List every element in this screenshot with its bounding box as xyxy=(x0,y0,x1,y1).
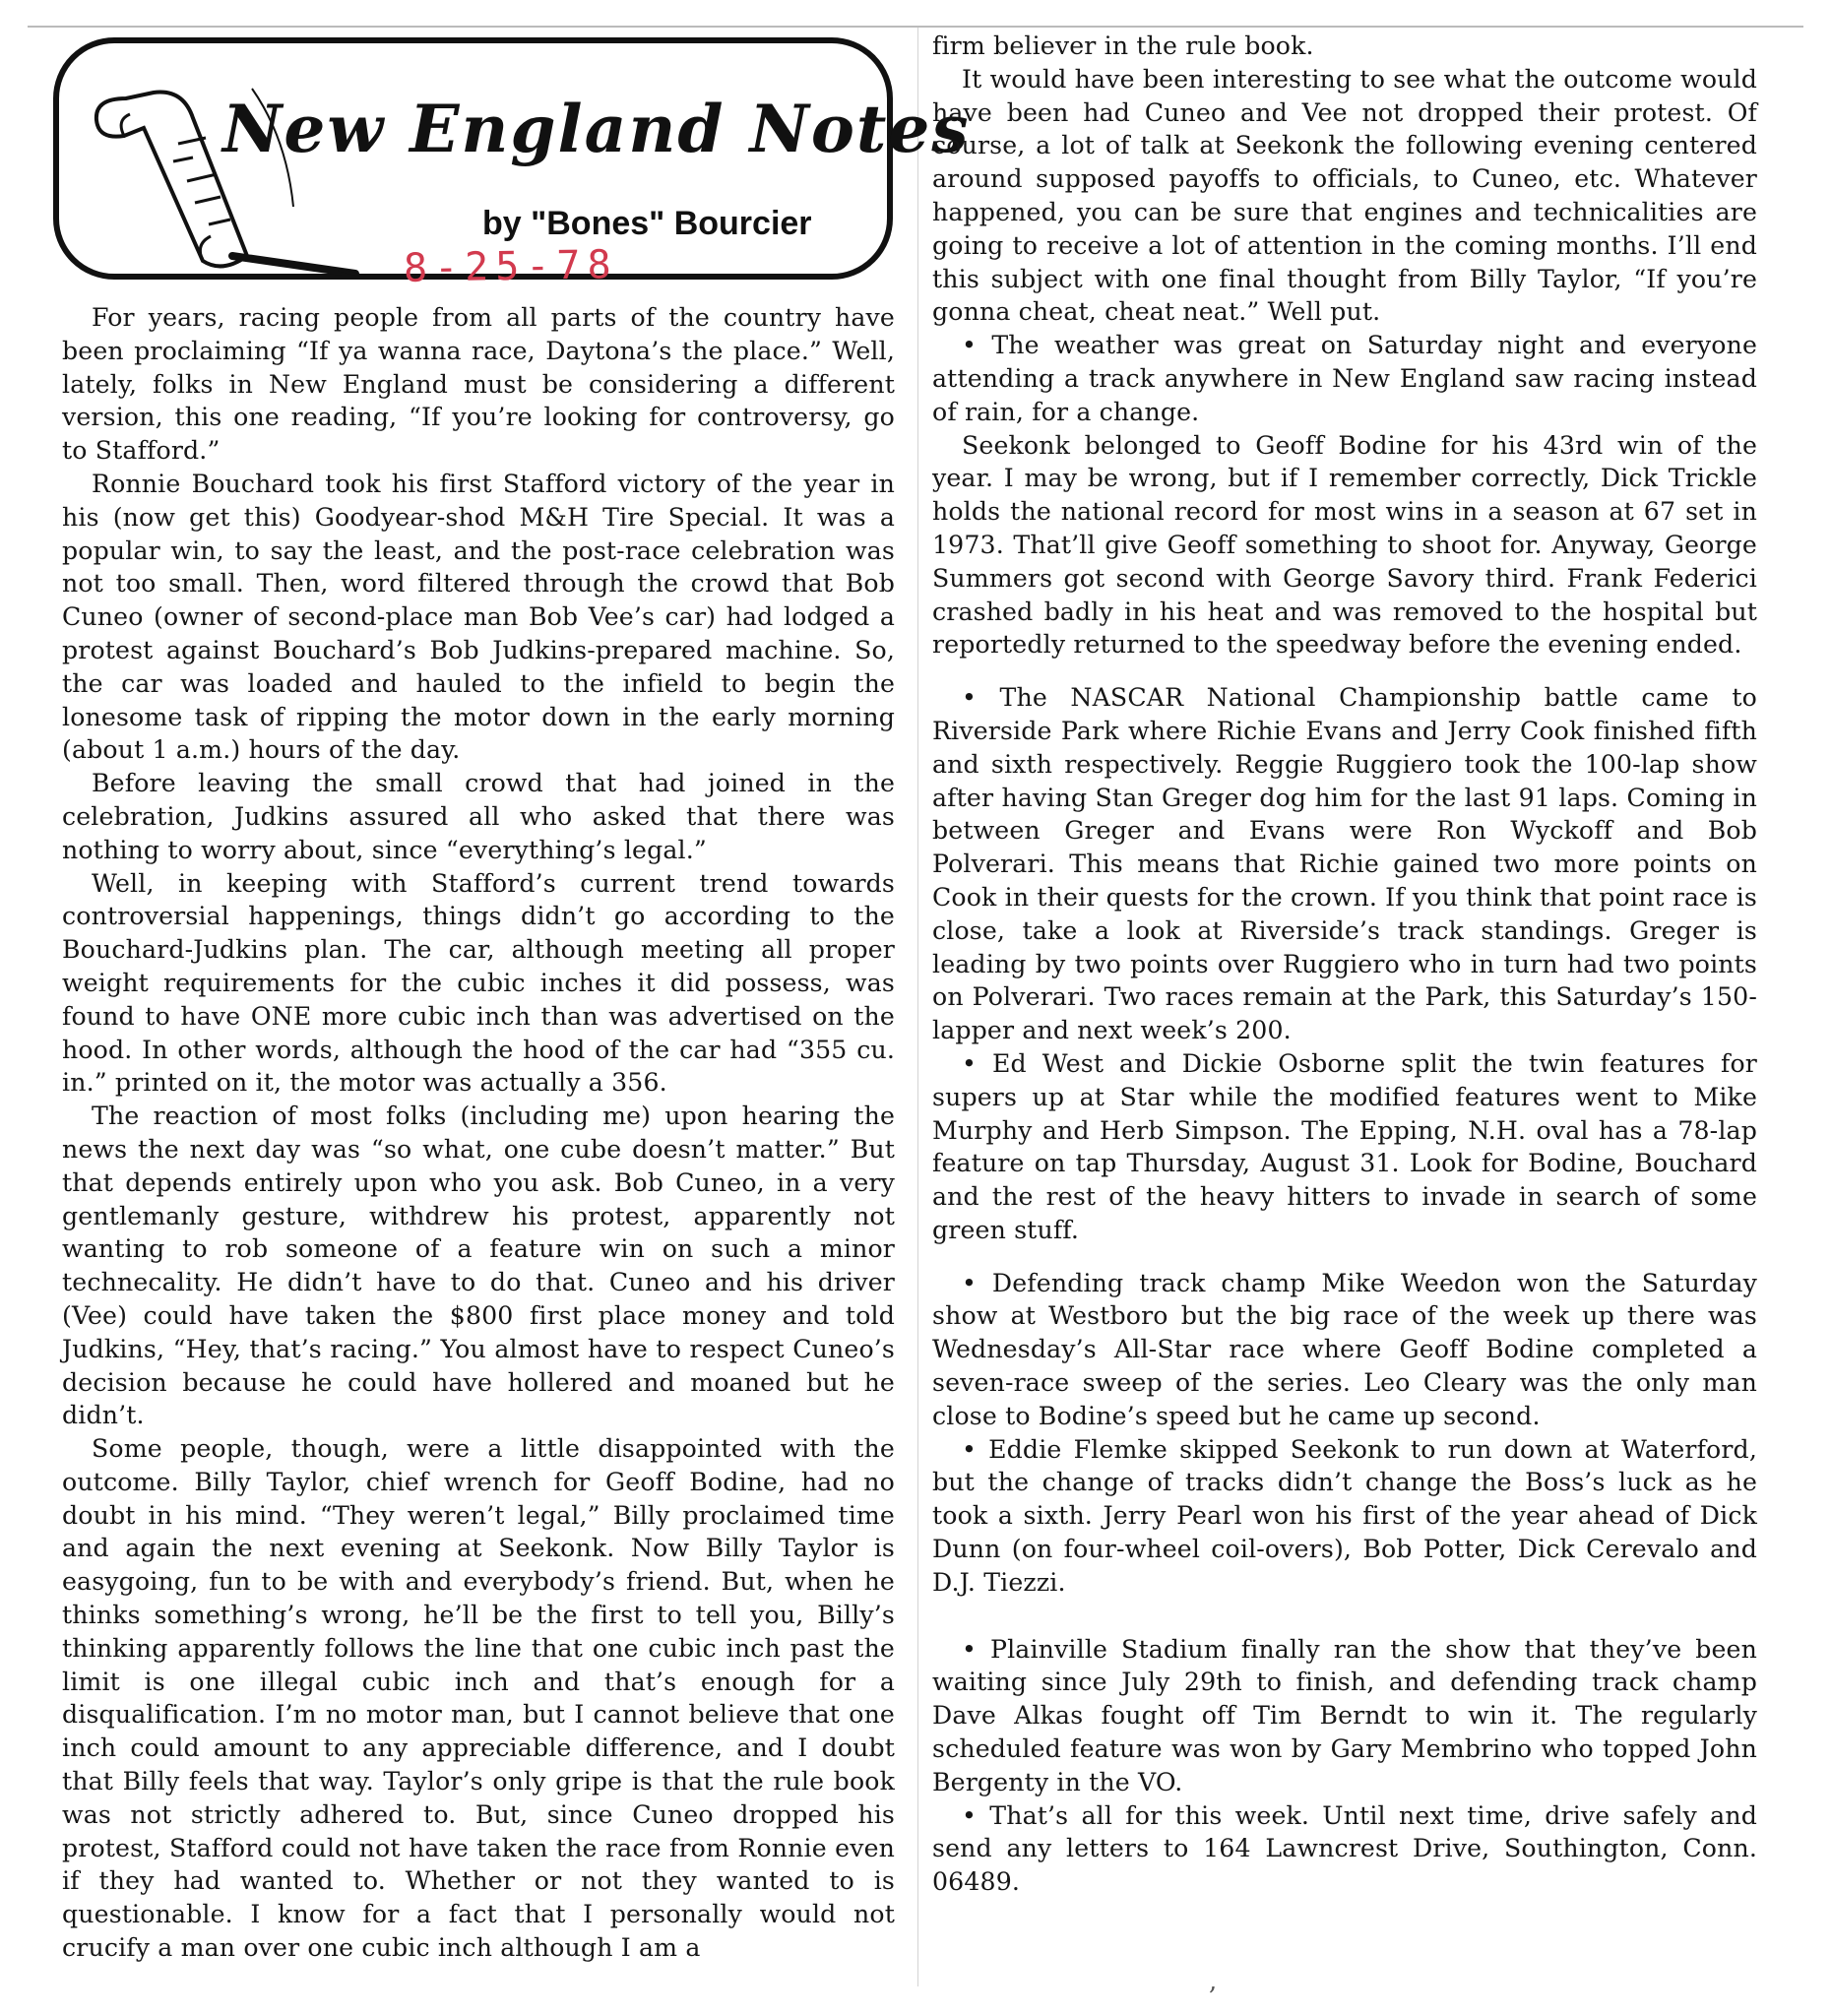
top-rule xyxy=(28,26,1803,28)
paragraph: It would have been interesting to see what the outcome would have been had Cuneo and Vee not dropped their protest. Of course, a lot of talk at Seekonk the following evening centered around supposed payoffs to officials, to Cuneo, etc. Whatever happened, you can be sure that engines and technicalities are going to receive a lot of attention in the coming months. I’ll end this subject with one final thought from Billy Taylor, “If you’re gonna cheat, cheat neat.” Well put. xyxy=(932,64,1757,327)
paragraph: • The weather was great on Saturday night and everyone attending a track anywhere in New England saw racing instead of rain, for a change. xyxy=(932,331,1757,426)
paragraph: The reaction of most folks (including me) upon hearing the news the next day was “so what, one cube doesn’t matter.” But that depends entirely upon who you ask. Bob Cuneo, in a very gentlemanly gesture, withdrew his protest, apparently not wanting to rob someone of a feature win on such a minor technecality. He didn’t have to do that. Cuneo and his driver (Vee) could have taken the $800 first place money and told Judkins, “Hey, that’s racing.” You almost have to respect Cuneo’s decision because he could have hollered and moaned but he didn’t. xyxy=(62,1102,895,1430)
paragraph: Ronnie Bouchard took his first Stafford victory of the year in his (now get this) Goodyear-shod M&H Tire Special. It was a popular win, to say the least, and the post-race celebration was not too small. Then, word filtered through the crowd that Bob Cuneo (owner of second-place man Bob Vee’s car) had lodged a protest against Bouchard’s Bob Judkins-prepared machine. So, the car was loaded and hauled to the infield to begin the lonesome task of ripping the motor down in the early morning (about 1 a.m.) hours of the day. xyxy=(62,469,895,765)
paragraph: • Defending track champ Mike Weedon won the Saturday show at Westboro but the big race of the week up there was Wednesday’s All-Star race where Geoff Bodine completed a seven-race sweep of the series. Leo Cleary was the only man close to Bodine’s speed but he came up second. xyxy=(932,1268,1757,1430)
paragraph: Before leaving the small crowd that had joined in the celebration, Judkins assured all who asked that there was nothing to worry about, since “everything’s legal.” xyxy=(62,769,895,864)
paragraph: • Ed West and Dickie Osborne split the twin features for supers up at Star while the modified features went to Mike Murphy and Herb Simpson. The Epping, N.H. oval has a 78-lap feature on tap Thursday, August 31. Look for Bodine, Bouchard and the rest of the heavy hitters to invade in search of some green stuff. xyxy=(932,1048,1757,1244)
paragraph: • The NASCAR National Championship battle came to Riverside Park where Richie Evans and Jerry Cook finished fifth and sixth respectively. Reggie Ruggiero took the 100-lap show after having Stan Greger dog him for the last 91 laps. Coming in between Greger and Evans were Ron Wyckoff and Bob Polverari. This means that Richie gained two more points on Cook in their quests for the crown. If you think that point race is close, take a look at Riverside’s track standings. Greger is leading by two points over Ruggiero who in turn had two points on Polverari. Two races remain at the Park, this Saturday’s 150-lapper and next week’s 200. xyxy=(932,683,1757,1045)
right-column xyxy=(932,30,1757,1899)
column-header xyxy=(53,37,971,291)
paragraph: • Eddie Flemke skipped Seekonk to run down at Waterford, but the change of tracks didn’t change the Boss’s luck as he took a sixth. Jerry Pearl won his first of the year ahead of Dick Dunn (on four-wheel coil-overs), Bob Potter, Dick Cerevalo and D.J. Tiezzi. xyxy=(932,1434,1757,1597)
author-byline: by "Bones" Bourcier xyxy=(482,205,812,242)
masthead-title: New England Notes xyxy=(222,91,971,167)
paragraph: • Plainville Stadium finally ran the show that they’ve been waiting since July 29th to finish, and defending track champ Dave Alkas fought off Tim Berndt to win it. The regularly scheduled feature was won by Gary Membrino who topped John Bergenty in the VO. xyxy=(932,1634,1757,1796)
paragraph: Some people, though, were a little disappointed with the outcome. Billy Taylor, chief wrench for Geoff Bodine, had no doubt in his mind. “They weren’t legal,” Billy proclaimed time and again the next evening at Seekonk. Now Billy Taylor is easygoing, fun to be with and everybody’s friend. But, when he thinks something’s wrong, he’ll be the first to tell you, Billy’s thinking apparently follows the line that one cubic inch past the limit is one illegal cubic inch and that’s enough for a disqualification. I’m no motor man, but I cannot believe that one inch could amount to any appreciable difference, and I doubt that Billy feels that way. Taylor’s only gripe is that the rule book was not strictly adhered to. But, since Cuneo dropped his protest, Stafford could not have taken the race from Ronnie even if they had wanted to. Whether or not they wanted to is questionable. I know for a fact that I personally would not crucify a man over one cubic inch although I am a xyxy=(62,1434,895,1963)
pen-mark: , xyxy=(1209,1967,1218,1996)
paragraph: For years, racing people from all parts of the country have been proclaiming “If ya wanna race, Daytona’s the place.” Well, lately, folks in New England must be considering a different version, this one reading, “If you’re looking for controversy, go to Stafford.” xyxy=(62,303,895,466)
handwritten-date: 8-25-78 xyxy=(403,242,618,291)
paragraph: firm believer in the rule book. xyxy=(932,32,1314,60)
left-column xyxy=(62,301,895,1965)
paragraph: Seekonk belonged to Geoff Bodine for his 43rd win of the year. I may be wrong, but if I remember correctly, Dick Trickle holds the national record for most wins in a season at 67 set in 1973. That’ll give Geoff something to shoot for. Anyway, George Summers got second with George Savory third. Frank Federici crashed badly in his heat and was removed to the hospital but reportedly returned to the speedway before the evening ended. xyxy=(932,430,1757,660)
paragraph: Well, in keeping with Stafford’s current trend towards controversial happenings, things didn’t go according to the Bouchard-Judkins plan. The car, although meeting all proper weight requirements for the cubic inches it did possess, was found to have ONE more cubic inch than was advertised on the hood. In other words, although the hood of the car had “355 cu. in.” printed on it, the motor was actually a 356. xyxy=(62,868,895,1098)
paragraph: • That’s all for this week. Until next time, drive safely and send any letters to 164 Lawncrest Drive, Southington, Conn. 06489. xyxy=(932,1800,1757,1897)
column-divider xyxy=(917,28,918,1986)
